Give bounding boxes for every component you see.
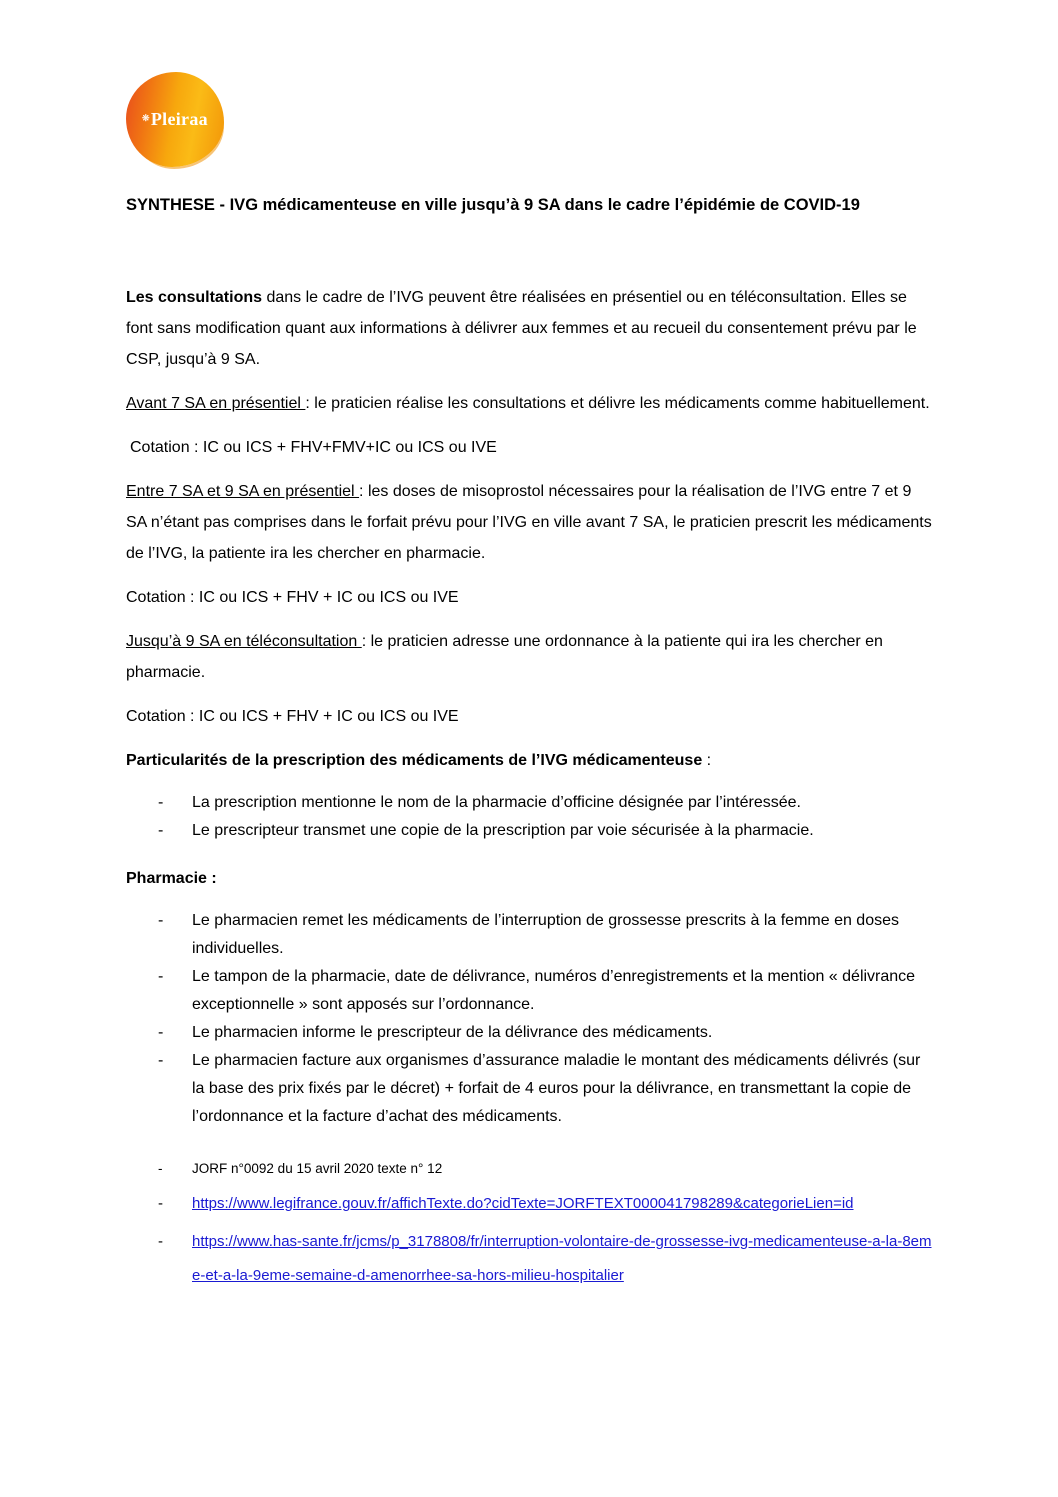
- entre7et9-cotation: Cotation : IC ou ICS + FHV + IC ou ICS ou IVE: [126, 589, 459, 606]
- particularites-heading: [126, 745, 932, 776]
- jusqua9-heading: Jusqu’à 9 SA en téléconsultation: [126, 633, 362, 650]
- avant7-paragraph: [126, 388, 932, 419]
- particularites-colon: :: [702, 752, 712, 769]
- particularites-lead: Particularités de la prescription des médicaments de l’IVG médicamenteuse: [126, 752, 703, 769]
- dash-bullet: -: [158, 1052, 164, 1069]
- dash-bullet: -: [158, 912, 164, 929]
- flower-icon: ❊: [142, 113, 150, 123]
- list-item-text: Le tampon de la pharmacie, date de délivrance, numéros d’enregistrements et la mention « délivrance exceptionnelle » sont apposés sur l’ordonnance.: [192, 968, 916, 1013]
- list-item: [158, 789, 932, 817]
- dash-bullet: -: [158, 968, 164, 985]
- particularites-list: [126, 789, 932, 845]
- list-item-text: Le prescripteur transmet une copie de la prescription par voie sécurisée à la pharmacie.: [192, 822, 814, 839]
- jorf-reference: [158, 1155, 932, 1183]
- entre7et9-heading: Entre 7 SA et 9 SA en présentiel: [126, 483, 360, 500]
- has-sante-link[interactable]: https://www.has-sante.fr/jcms/p_3178808/fr/interruption-volontaire-de-grossesse-ivg-medicamenteuse-a-la-8eme-et-a-la-9eme-semaine-d-amenorrhee-sa-hors-milieu-hospitalier: [192, 1233, 932, 1284]
- legifrance-link[interactable]: https://www.legifrance.gouv.fr/affichTexte.do?cidTexte=JORFTEXT000041798289&categorieLien=id: [192, 1195, 854, 1212]
- references-list: [126, 1155, 932, 1293]
- pharmacie-heading: Pharmacie :: [126, 870, 217, 887]
- list-item: [158, 1019, 932, 1047]
- intro-lead: Les consultations: [126, 289, 263, 306]
- list-item-text: La prescription mentionne le nom de la pharmacie d’officine désignée par l’intéressée.: [192, 794, 801, 811]
- list-item-text: Le pharmacien facture aux organismes d’assurance maladie le montant des médicaments délivrés (sur la base des prix fixés par le décret) + forfait de 4 euros pour la délivrance, en transmettant la copie de l’ordonnance et la facture d’achat des médicaments.: [192, 1052, 921, 1125]
- entre7et9-paragraph: [126, 476, 932, 569]
- intro-paragraph: [126, 282, 932, 375]
- avant7-cotation: Cotation : IC ou ICS + FHV+FMV+IC ou ICS ou IVE: [130, 439, 497, 456]
- logo-brand-label: Pleiraa: [150, 109, 208, 129]
- list-item: [158, 817, 932, 845]
- list-item-text: Le pharmacien informe le prescripteur de la délivrance des médicaments.: [192, 1024, 713, 1041]
- dash-bullet: -: [158, 822, 164, 839]
- has-sante-link-item: [158, 1225, 932, 1293]
- dash-bullet: -: [158, 1161, 163, 1176]
- logo-brand-name: [142, 109, 208, 130]
- dash-bullet: -: [158, 1233, 163, 1250]
- list-item: [158, 907, 932, 963]
- jorf-reference-text: JORF n°0092 du 15 avril 2020 texte n° 12: [192, 1161, 443, 1176]
- dash-bullet: -: [158, 794, 164, 811]
- list-item: [158, 1047, 932, 1131]
- dash-bullet: -: [158, 1195, 163, 1212]
- pharmacie-list: [126, 907, 932, 1131]
- legifrance-link-item: [158, 1187, 932, 1221]
- entre7et9-text: : les doses de misoprostol nécessaires pour la réalisation de l’IVG entre 7 et 9 SA n’étant pas comprises dans le forfait prévu pour l’IVG en ville avant 7 SA, le praticien prescrit les médicaments de l’IVG, la patiente ira les chercher en pharmacie.: [126, 483, 932, 562]
- document-title: SYNTHESE - IVG médicamenteuse en ville jusqu’à 9 SA dans le cadre l’épidémie de COVID-19: [126, 196, 860, 214]
- jusqua9-paragraph: [126, 626, 932, 688]
- jusqua9-cotation: Cotation : IC ou ICS + FHV + IC ou ICS ou IVE: [126, 708, 459, 725]
- jusqua9-text: : le praticien adresse une ordonnance à la patiente qui ira les chercher en pharmacie.: [126, 633, 883, 681]
- avant7-heading: Avant 7 SA en présentiel: [126, 395, 306, 412]
- list-item-text: Le pharmacien remet les médicaments de l’interruption de grossesse prescrits à la femme en doses individuelles.: [192, 912, 899, 957]
- dash-bullet: -: [158, 1024, 164, 1041]
- avant7-text: : le praticien réalise les consultations et délivre les médicaments comme habituellement.: [305, 395, 930, 412]
- pleiraa-logo: [126, 72, 224, 167]
- list-item: [158, 963, 932, 1019]
- intro-text: dans le cadre de l’IVG peuvent être réalisées en présentiel ou en téléconsultation. Elles se font sans modification quant aux informations à délivrer aux femmes et au recueil du consentement prévu par le CSP, jusqu’à 9 SA.: [126, 289, 917, 368]
